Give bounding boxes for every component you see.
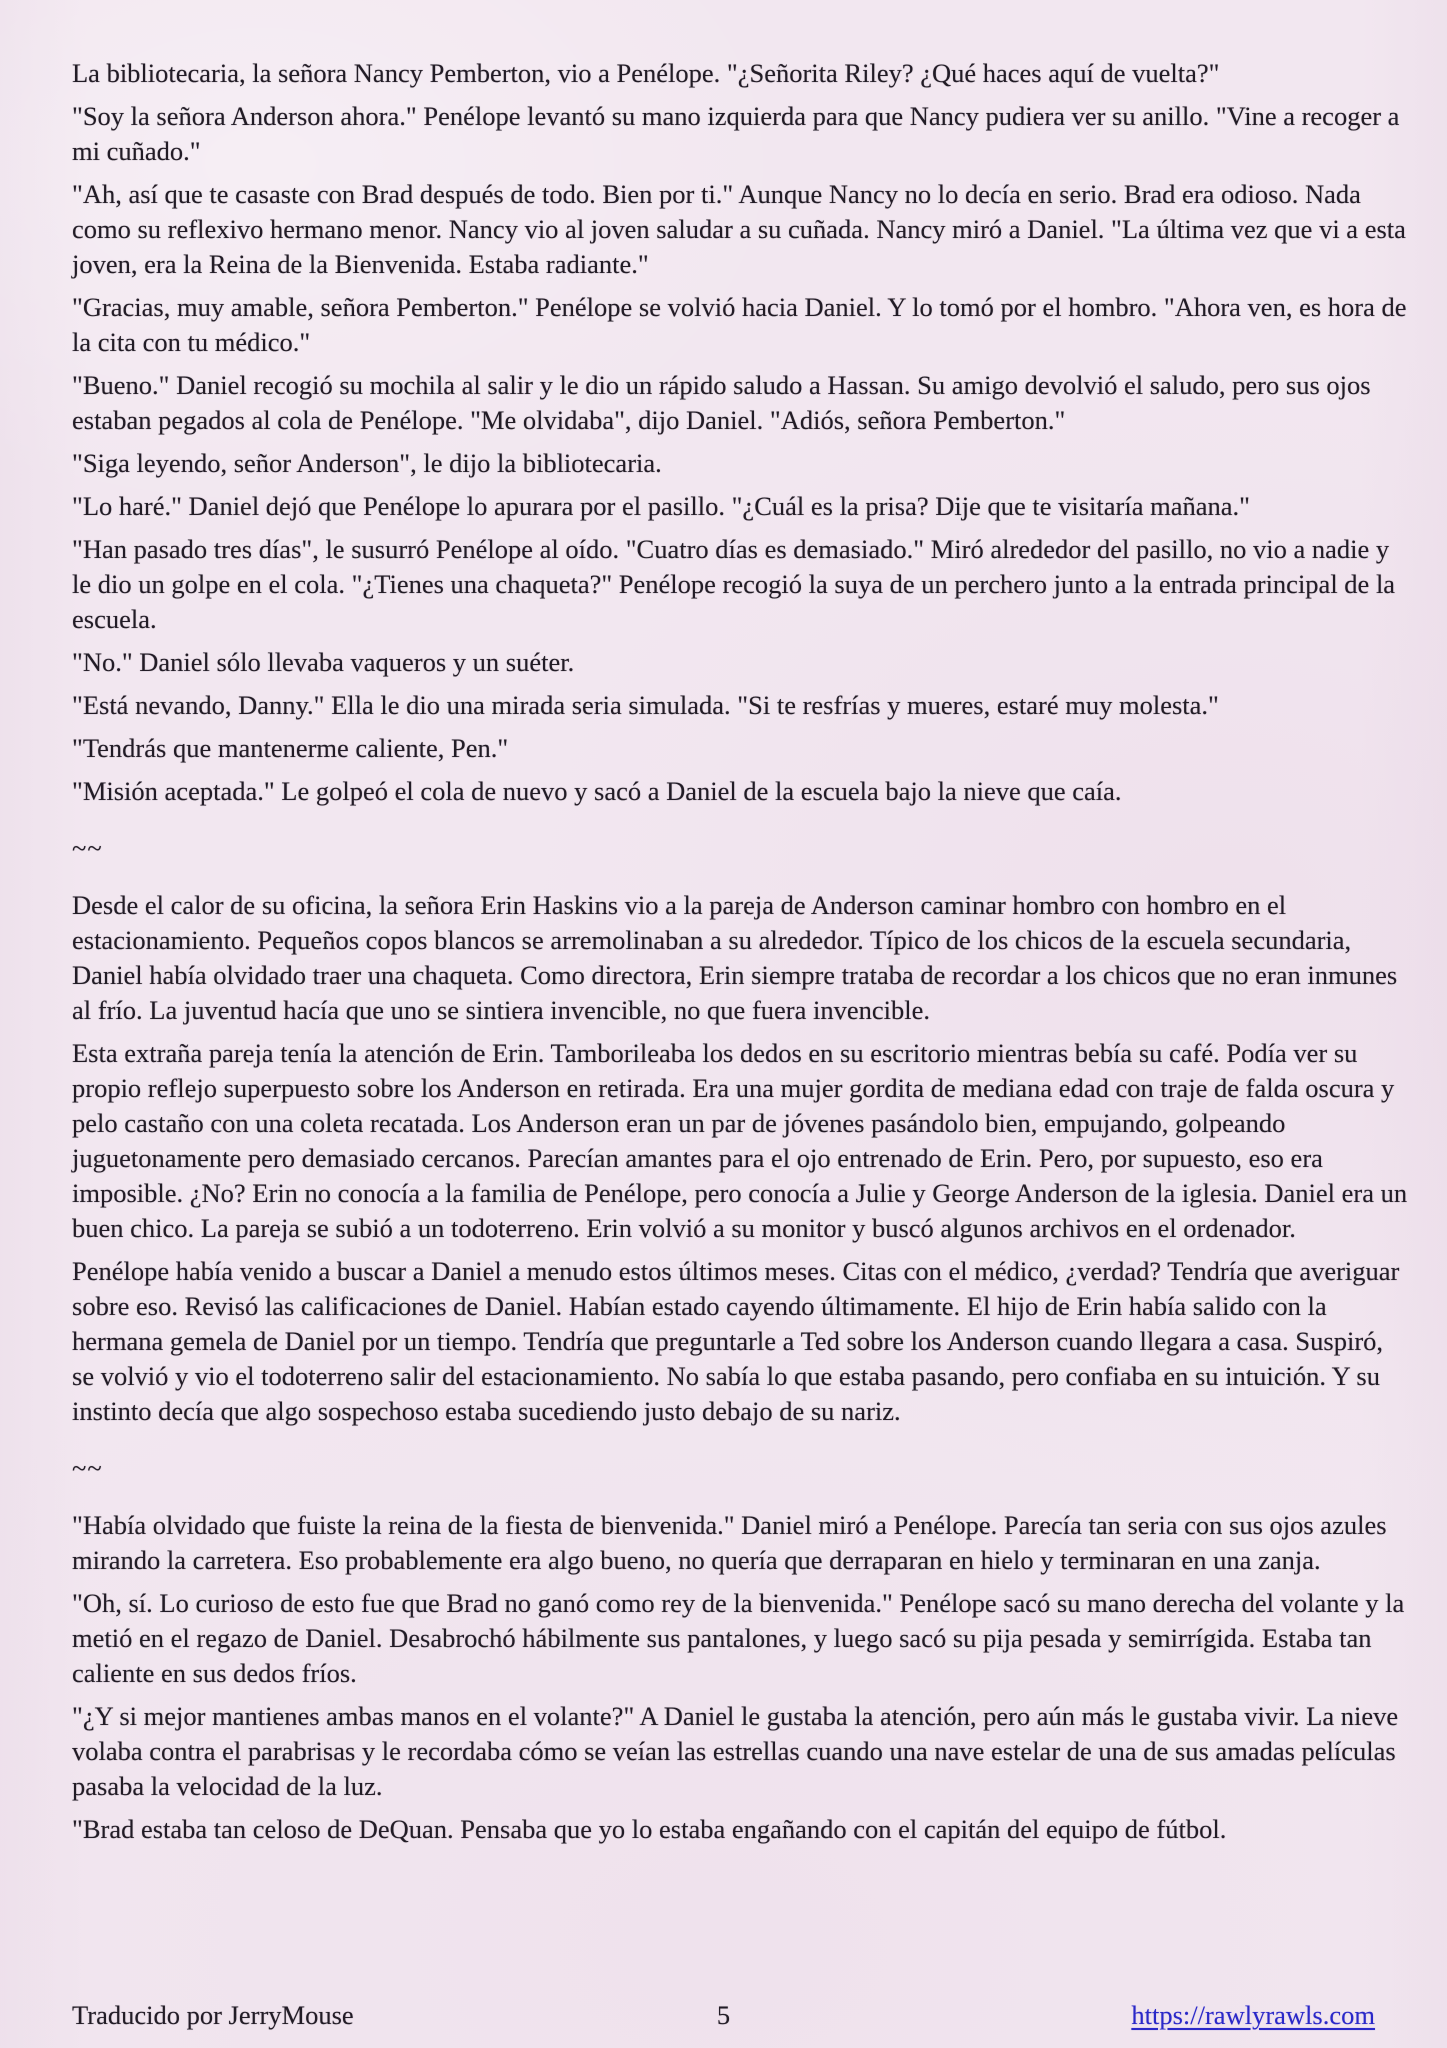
- paragraph: "Han pasado tres días", le susurró Penélope al oído. "Cuatro días es demasiado." Miró alrededor del pasillo, no vio a nadie y le dio un golpe en el cola. "¿Tienes una chaqueta?" Penélope recogió la suya de un perchero junto a la entrada principal de la escuela.: [72, 534, 1396, 634]
- paragraph: "Lo haré." Daniel dejó que Penélope lo apurara por el pasillo. "¿Cuál es la prisa? Dije que te visitaría mañana.": [72, 491, 1250, 521]
- footer-link-area: [941, 1998, 1375, 2032]
- paragraph: "Siga leyendo, señor Anderson", le dijo la bibliotecaria.: [72, 448, 662, 478]
- paragraph: "Bueno." Daniel recogió su mochila al salir y le dio un rápido saludo a Hassan. Su amigo devolvió el saludo, pero sus ojos estaban pegados al cola de Penélope. "Me olvidaba", dijo Daniel. "Adiós, señora Pemberton.": [72, 370, 1371, 435]
- paragraph: "No." Daniel sólo llevaba vaqueros y un suéter.: [72, 647, 575, 677]
- paragraph: "¿Y si mejor mantienes ambas manos en el volante?" A Daniel le gustaba la atención, pero aún más le gustaba vivir. La nieve volaba contra el parabrisas y le recordaba cómo se veían las estrellas cuando una nave estelar de una de sus amadas películas pasaba la velocidad de la luz.: [72, 1701, 1399, 1801]
- page-footer: [72, 1998, 1375, 2032]
- paragraph: "Oh, sí. Lo curioso de esto fue que Brad no ganó como rey de la bienvenida." Penélope sacó su mano derecha del volante y la metió en el regazo de Daniel. Desabrochó hábilmente sus pantalones, y luego sacó su pija pesada y semirrígida. Estaba tan caliente en sus dedos fríos.: [72, 1588, 1405, 1688]
- paragraph: "Brad estaba tan celoso de DeQuan. Pensaba que yo lo estaba engañando con el capitán del equipo de fútbol.: [72, 1814, 1227, 1844]
- paragraph: "Ah, así que te casaste con Brad después de todo. Bien por ti." Aunque Nancy no lo decía en serio. Brad era odioso. Nada como su reflexivo hermano menor. Nancy vio al joven saludar a su cuñada. Nancy miró a Daniel. "La última vez que vi a esta joven, era la Reina de la Bienvenida. Estaba radiante.": [72, 179, 1406, 279]
- paragraph: Desde el calor de su oficina, la señora Erin Haskins vio a la pareja de Anderson caminar hombro con hombro en el estacionamiento. Pequeños copos blancos se arremolinaban a su alrededor. Típico de los chicos de la escuela secundaria, Daniel había olvidado traer una chaqueta. Como directora, Erin siempre trataba de recordar a los chicos que no eran inmunes al frío. La juventud hacía que uno se sintiera invencible, no que fuera invencible.: [72, 890, 1398, 1025]
- paragraph: "Soy la señora Anderson ahora." Penélope levantó su mano izquierda para que Nancy pudiera ver su anillo. "Vine a recoger a mi cuñado.": [72, 101, 1400, 166]
- paragraph: Penélope había venido a buscar a Daniel a menudo estos últimos meses. Citas con el médico, ¿verdad? Tendría que averiguar sobre eso. Revisó las calificaciones de Daniel. Habían estado cayendo últimamente. El hijo de Erin había salido con la hermana gemela de Daniel por un tiempo. Tendría que preguntarle a Ted sobre los Anderson cuando llegara a casa. Suspiró, se volvió y vio el todoterreno salir del estacionamiento. No sabía lo que estaba pasando, pero confiaba en su intuición. Y su instinto decía que algo sospechoso estaba sucediendo justo debajo de su nariz.: [72, 1256, 1400, 1426]
- paragraph: "Había olvidado que fuiste la reina de la fiesta de bienvenida." Daniel miró a Penélope. Parecía tan seria con sus ojos azules mirando la carretera. Eso probablemente era algo bueno, no quería que derraparan en hielo y terminaran en una zanja.: [72, 1510, 1387, 1575]
- source-url-link[interactable]: https://rawlyrawls.com: [1131, 2000, 1375, 2030]
- paragraph: La bibliotecaria, la señora Nancy Pemberton, vio a Penélope. "¿Señorita Riley? ¿Qué haces aquí de vuelta?": [72, 58, 1220, 88]
- scene-break: ~~: [72, 833, 103, 863]
- paragraph: Esta extraña pareja tenía la atención de Erin. Tamborileaba los dedos en su escritorio mientras bebía su café. Podía ver su propio reflejo superpuesto sobre los Anderson en retirada. Era una mujer gordita de mediana edad con traje de falda oscura y pelo castaño con una coleta recatada. Los Anderson eran un par de jóvenes pasándolo bien, empujando, golpeando juguetonamente pero demasiado cercanos. Parecían amantes para el ojo entrenado de Erin. Pero, por supuesto, eso era imposible. ¿No? Erin no conocía a la familia de Penélope, pero conocía a Julie y George Anderson de la iglesia. Daniel era un buen chico. La pareja se subió a un todoterreno. Erin volvió a su monitor y buscó algunos archivos en el ordenador.: [72, 1038, 1408, 1243]
- paragraph: "Tendrás que mantenerme caliente, Pen.": [72, 733, 509, 763]
- paragraph: "Está nevando, Danny." Ella le dio una mirada seria simulada. "Si te resfrías y mueres, estaré muy molesta.": [72, 690, 1219, 720]
- scene-break: ~~: [72, 1453, 103, 1483]
- translator-credit: Traducido por JerryMouse: [72, 2000, 354, 2030]
- page-number: 5: [716, 2000, 731, 2030]
- paragraph: "Misión aceptada." Le golpeó el cola de nuevo y sacó a Daniel de la escuela bajo la nieve que caía.: [72, 776, 1122, 806]
- paragraph: "Gracias, muy amable, señora Pemberton." Penélope se volvió hacia Daniel. Y lo tomó por el hombro. "Ahora ven, es hora de la cita con tu médico.": [72, 292, 1407, 357]
